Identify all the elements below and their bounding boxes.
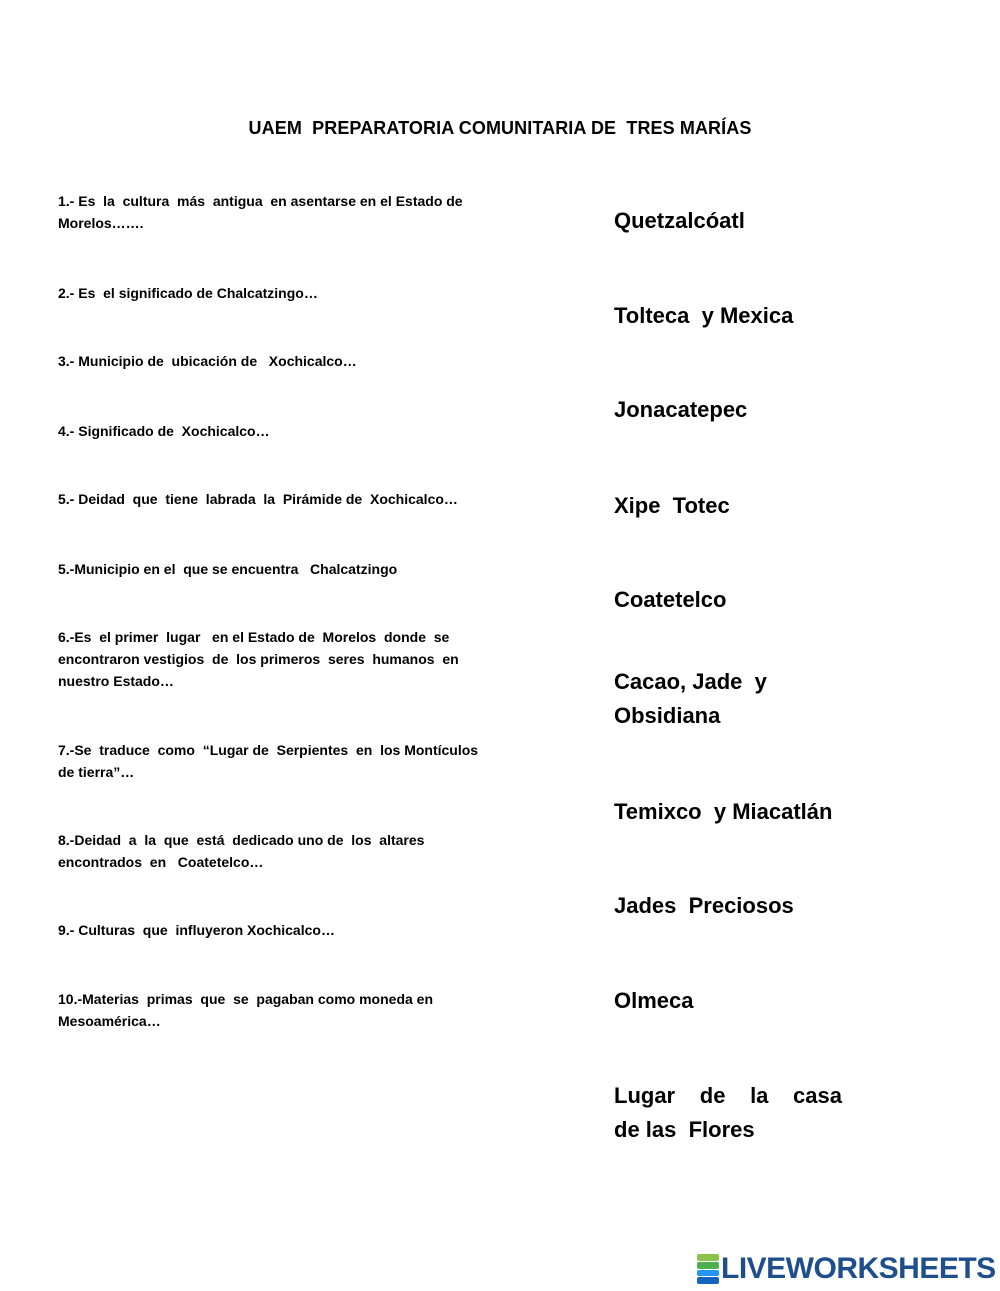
question-5b: 5.-Municipio en el que se encuentra Chalcatzingo bbox=[58, 561, 398, 577]
page-title: UAEM PREPARATORIA COMUNITARIA DE TRES MARÍAS bbox=[248, 118, 752, 138]
logo-block-v bbox=[697, 1270, 719, 1277]
logo-block-i bbox=[697, 1262, 719, 1269]
question-10: 10.-Materias primas que se pagaban como moneda en Mesoamérica… bbox=[58, 991, 437, 1029]
question-4: 4.- Significado de Xochicalco… bbox=[58, 423, 270, 439]
question-7: 7.-Se traduce como “Lugar de Serpientes en los Montículos de tierra”… bbox=[58, 742, 482, 780]
question-5: 5.- Deidad que tiene labrada la Pirámide de Xochicalco… bbox=[58, 491, 458, 507]
answer-option-1[interactable]: Quetzalcóatl bbox=[614, 208, 745, 233]
question-2: 2.- Es el significado de Chalcatzingo… bbox=[58, 285, 318, 301]
answer-option-9[interactable]: Olmeca bbox=[614, 988, 694, 1013]
question-3: 3.- Municipio de ubicación de Xochicalco… bbox=[58, 353, 357, 369]
question-6: 6.-Es el primer lugar en el Estado de Morelos donde se encontraron vestigios de los primeros seres humanos en nuestro Estado… bbox=[58, 629, 463, 689]
answer-option-4[interactable]: Xipe Totec bbox=[614, 493, 730, 518]
answer-option-3[interactable]: Jonacatepec bbox=[614, 397, 748, 422]
question-8: 8.-Deidad a la que está dedicado uno de los altares encontrados en Coatetelco… bbox=[58, 832, 429, 870]
answer-option-2[interactable]: Tolteca y Mexica bbox=[614, 303, 794, 328]
answer-option-7[interactable]: Temixco y Miacatlán bbox=[614, 799, 833, 824]
answer-option-6[interactable]: Cacao, Jade y Obsidiana bbox=[614, 669, 773, 728]
answer-option-10[interactable]: Lugar de la casa de las Flores bbox=[614, 1083, 855, 1142]
liveworksheets-logo-icon bbox=[697, 1254, 719, 1284]
logo-block-e bbox=[697, 1277, 719, 1284]
question-9: 9.- Culturas que influyeron Xochicalco… bbox=[58, 922, 335, 938]
question-1: 1.- Es la cultura más antigua en asentarse en el Estado de Morelos……. bbox=[58, 193, 467, 231]
logo-block-l bbox=[697, 1254, 719, 1261]
brand-name: LIVEWORKSHEETS bbox=[721, 1252, 996, 1285]
answer-option-8[interactable]: Jades Preciosos bbox=[614, 893, 794, 918]
answer-option-5[interactable]: Coatetelco bbox=[614, 587, 727, 612]
liveworksheets-brand bbox=[697, 1252, 996, 1286]
